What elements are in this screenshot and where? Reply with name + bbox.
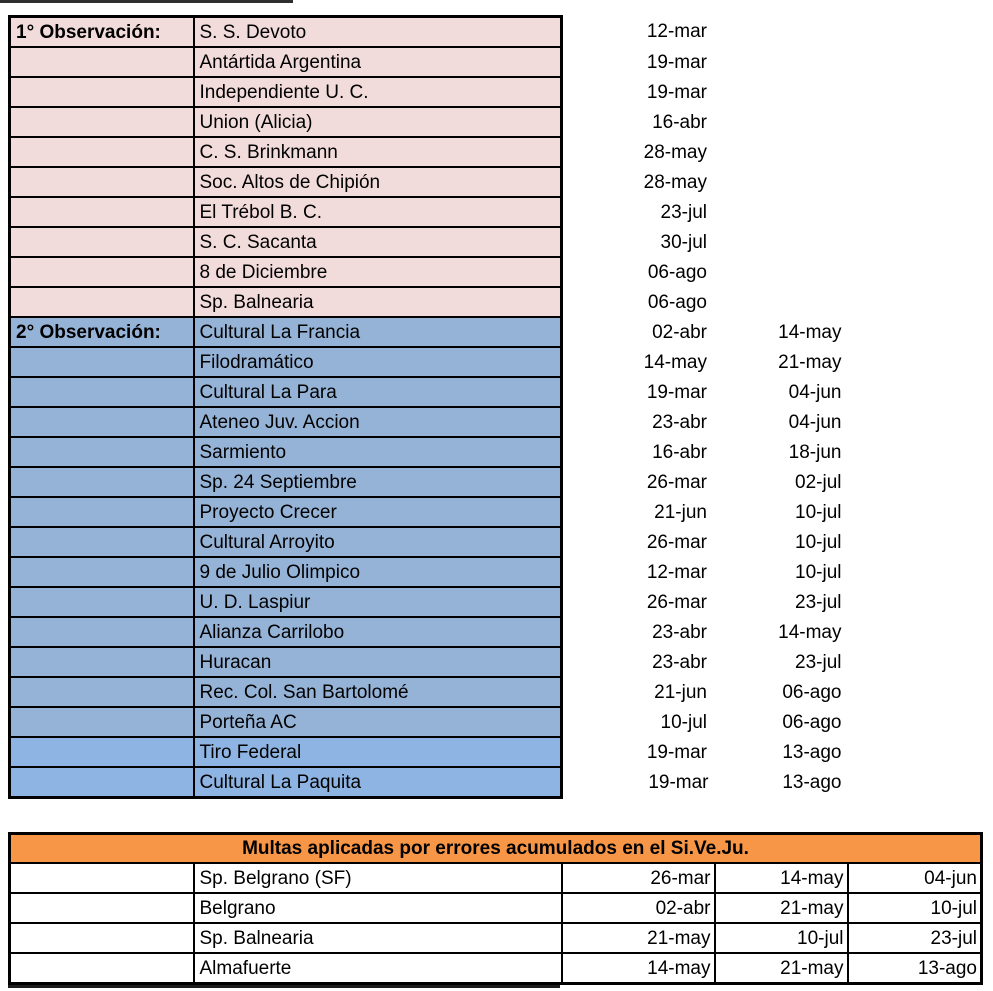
- observation-label-cell: [10, 77, 194, 107]
- club-cell: Cultural La Francia: [194, 317, 562, 347]
- observation-label-cell: [10, 107, 194, 137]
- club-cell: El Trébol B. C.: [194, 197, 562, 227]
- observation-label-cell: [10, 677, 194, 707]
- observation-row: [10, 137, 845, 167]
- fines-date-1-cell: 14-may: [562, 953, 715, 984]
- observation-date-2-cell: [712, 107, 845, 137]
- observation-date-1-cell: 02-abr: [652, 321, 707, 343]
- observation-label-cell: [10, 617, 194, 647]
- observation-date-2-cell: 04-jun: [788, 411, 842, 433]
- cropped-row-edge-top: [0, 0, 293, 3]
- observation-row: [10, 647, 845, 677]
- observation-date-1-cell: 23-jul: [660, 201, 707, 223]
- club-cell: Sp. Balnearia: [194, 287, 562, 317]
- observation-date-2-cell: 10-jul: [795, 561, 842, 583]
- fines-table: [8, 832, 983, 985]
- observation-row: [10, 167, 845, 197]
- observation-date-1-cell: 26-mar: [646, 471, 707, 493]
- club-cell: Proyecto Crecer: [194, 497, 562, 527]
- observation-date-2-cell: 23-jul: [795, 651, 842, 673]
- fines-date-2-cell: 21-may: [715, 893, 848, 923]
- fines-date-2-cell: 14-may: [715, 863, 848, 893]
- observation-label-cell: [10, 707, 194, 737]
- club-cell: Union (Alicia): [194, 107, 562, 137]
- observation-row: [10, 527, 845, 557]
- observation-date-2-cell: [712, 287, 845, 317]
- observation-date-1-cell: 26-mar: [646, 591, 707, 613]
- observation-label-cell: [10, 377, 194, 407]
- observation-date-1-cell: 12-mar: [646, 561, 707, 583]
- observation-row: [10, 347, 845, 377]
- observation-row: [10, 737, 845, 767]
- observation-date-2-cell: 23-jul: [795, 591, 842, 613]
- observation-label-cell: [10, 587, 194, 617]
- fines-date-2-cell: 21-may: [715, 953, 848, 984]
- observation-row: [10, 107, 845, 137]
- club-cell: Sp. 24 Septiembre: [194, 467, 562, 497]
- observation-date-1-cell: 16-abr: [652, 441, 707, 463]
- observation-date-2-cell: 10-jul: [795, 501, 842, 523]
- observation-date-1-cell: 23-abr: [652, 621, 707, 643]
- observation-date-2-cell: [712, 227, 845, 257]
- fines-header-row: [10, 834, 982, 864]
- observation-row: [10, 587, 845, 617]
- observation-date-1-cell: 30-jul: [660, 231, 707, 253]
- observation-date-1-cell: 21-jun: [654, 681, 707, 703]
- fines-date-1-cell: 02-abr: [562, 893, 715, 923]
- observation-date-2-cell: 13-ago: [782, 741, 842, 763]
- fines-date-3-cell: 13-ago: [848, 953, 982, 984]
- observation-date-1-cell: 28-may: [643, 141, 707, 163]
- observations-table: [8, 15, 846, 799]
- observation-date-1-cell: 06-ago: [647, 261, 707, 283]
- observation-date-1-cell: 19-mar: [646, 741, 707, 763]
- observation-label-cell: [10, 737, 194, 767]
- observation-row: [10, 617, 845, 647]
- observation-date-1-cell: 23-abr: [652, 411, 707, 433]
- fines-club-cell: Belgrano: [194, 893, 562, 923]
- club-cell: Rec. Col. San Bartolomé: [194, 677, 562, 707]
- observation-row: [10, 287, 845, 317]
- observation-date-2-cell: 18-jun: [788, 441, 842, 463]
- observation-date-2-cell: 04-jun: [788, 381, 842, 403]
- club-cell: U. D. Laspiur: [194, 587, 562, 617]
- observation-date-1-cell: 10-jul: [660, 711, 707, 733]
- observation-label-cell: [10, 347, 194, 377]
- fines-row: [10, 923, 982, 953]
- observation-date-1-cell: 16-abr: [652, 111, 707, 133]
- observation-row: [10, 407, 845, 437]
- observation-row: [10, 707, 845, 737]
- observation-row: [10, 197, 845, 227]
- observation-row: [10, 377, 845, 407]
- observation-date-2-cell: [712, 197, 845, 227]
- club-cell: Independiente U. C.: [194, 77, 562, 107]
- observation-label-cell: [10, 227, 194, 257]
- observation-label-cell: 1° Observación:: [10, 17, 194, 48]
- observation-date-1-cell: 14-may: [643, 351, 707, 373]
- club-cell: Cultural La Para: [194, 377, 562, 407]
- fines-date-3-cell: 04-jun: [848, 863, 982, 893]
- observation-row: [10, 257, 845, 287]
- observation-label-cell: [10, 557, 194, 587]
- observation-row: [10, 17, 845, 48]
- fines-date-1-cell: 26-mar: [562, 863, 715, 893]
- observation-date-2-cell: [712, 17, 845, 48]
- club-cell: Cultural La Paquita: [194, 767, 562, 798]
- observation-date-1-cell: 12-mar: [646, 21, 707, 43]
- club-cell: Cultural Arroyito: [194, 527, 562, 557]
- observation-date-1-cell: 19-mar: [646, 381, 707, 403]
- fines-row: [10, 893, 982, 923]
- observation-row: [10, 47, 845, 77]
- observation-date-2-cell: 14-may: [778, 321, 842, 343]
- observation-row: [10, 227, 845, 257]
- observation-date-1-cell: 19-mar: [646, 51, 707, 73]
- club-cell: Porteña AC: [194, 707, 562, 737]
- observation-row: [10, 767, 845, 798]
- observation-date-2-cell: 10-jul: [795, 531, 842, 553]
- club-cell: Alianza Carrilobo: [194, 617, 562, 647]
- observation-date-1-cell: 19-mar: [646, 81, 707, 103]
- observation-date-1-cell: 06-ago: [647, 291, 707, 313]
- observation-label-cell: [10, 47, 194, 77]
- cropped-row-edge-bottom: [8, 985, 560, 988]
- fines-row: [10, 953, 982, 984]
- observation-date-1-cell: 21-jun: [654, 501, 707, 523]
- observation-label-cell: [10, 287, 194, 317]
- club-cell: Soc. Altos de Chipión: [194, 167, 562, 197]
- observation-date-1-cell: 19-mar: [648, 771, 709, 793]
- fines-empty-cell: [10, 893, 194, 923]
- fines-row: [10, 863, 982, 893]
- observation-label-cell: [10, 437, 194, 467]
- observation-label-cell: [10, 407, 194, 437]
- observation-date-2-cell: 06-ago: [782, 681, 842, 703]
- observation-date-1-cell: 28-may: [643, 171, 707, 193]
- observation-label-cell: [10, 257, 194, 287]
- observation-date-2-cell: 13-ago: [782, 771, 842, 793]
- observation-row: [10, 677, 845, 707]
- fines-club-cell: Sp. Balnearia: [194, 923, 562, 953]
- club-cell: S. C. Sacanta: [194, 227, 562, 257]
- observation-date-2-cell: [712, 257, 845, 287]
- club-cell: 9 de Julio Olimpico: [194, 557, 562, 587]
- observation-date-2-cell: [712, 137, 845, 167]
- club-cell: Tiro Federal: [194, 737, 562, 767]
- observation-date-2-cell: 14-may: [778, 621, 842, 643]
- club-cell: Ateneo Juv. Accion: [194, 407, 562, 437]
- observation-date-2-cell: 02-jul: [795, 471, 842, 493]
- observation-date-2-cell: 06-ago: [782, 711, 842, 733]
- observation-date-2-cell: [712, 77, 845, 107]
- observation-row: [10, 437, 845, 467]
- observation-label-cell: [10, 527, 194, 557]
- observation-label-cell: [10, 647, 194, 677]
- club-cell: 8 de Diciembre: [194, 257, 562, 287]
- observation-label-cell: [10, 137, 194, 167]
- fines-date-3-cell: 10-jul: [848, 893, 982, 923]
- fines-date-3-cell: 23-jul: [848, 923, 982, 953]
- observation-row: [10, 77, 845, 107]
- club-cell: Huracan: [194, 647, 562, 677]
- observation-date-2-cell: [712, 167, 845, 197]
- fines-empty-cell: [10, 923, 194, 953]
- observation-label-cell: [10, 497, 194, 527]
- observation-row: [10, 467, 845, 497]
- fines-title: Multas aplicadas por errores acumulados en el Si.Ve.Ju.: [10, 834, 982, 864]
- fines-empty-cell: [10, 863, 194, 893]
- club-cell: Antártida Argentina: [194, 47, 562, 77]
- observation-date-2-cell: 21-may: [778, 351, 842, 373]
- fines-empty-cell: [10, 953, 194, 984]
- observation-row: [10, 317, 845, 347]
- observation-date-1-cell: 23-abr: [652, 651, 707, 673]
- fines-date-2-cell: 10-jul: [715, 923, 848, 953]
- fines-date-1-cell: 21-may: [562, 923, 715, 953]
- observation-date-2-cell: [712, 47, 845, 77]
- observation-row: [10, 497, 845, 527]
- fines-club-cell: Sp. Belgrano (SF): [194, 863, 562, 893]
- observation-row: [10, 557, 845, 587]
- observation-label-cell: [10, 767, 194, 798]
- club-cell: S. S. Devoto: [194, 17, 562, 48]
- club-cell: C. S. Brinkmann: [194, 137, 562, 167]
- observation-label-cell: 2° Observación:: [10, 317, 194, 347]
- club-cell: Sarmiento: [194, 437, 562, 467]
- club-cell: Filodramático: [194, 347, 562, 377]
- fines-club-cell: Almafuerte: [194, 953, 562, 984]
- observation-label-cell: [10, 197, 194, 227]
- observation-date-1-cell: 26-mar: [646, 531, 707, 553]
- observation-label-cell: [10, 467, 194, 497]
- observation-label-cell: [10, 167, 194, 197]
